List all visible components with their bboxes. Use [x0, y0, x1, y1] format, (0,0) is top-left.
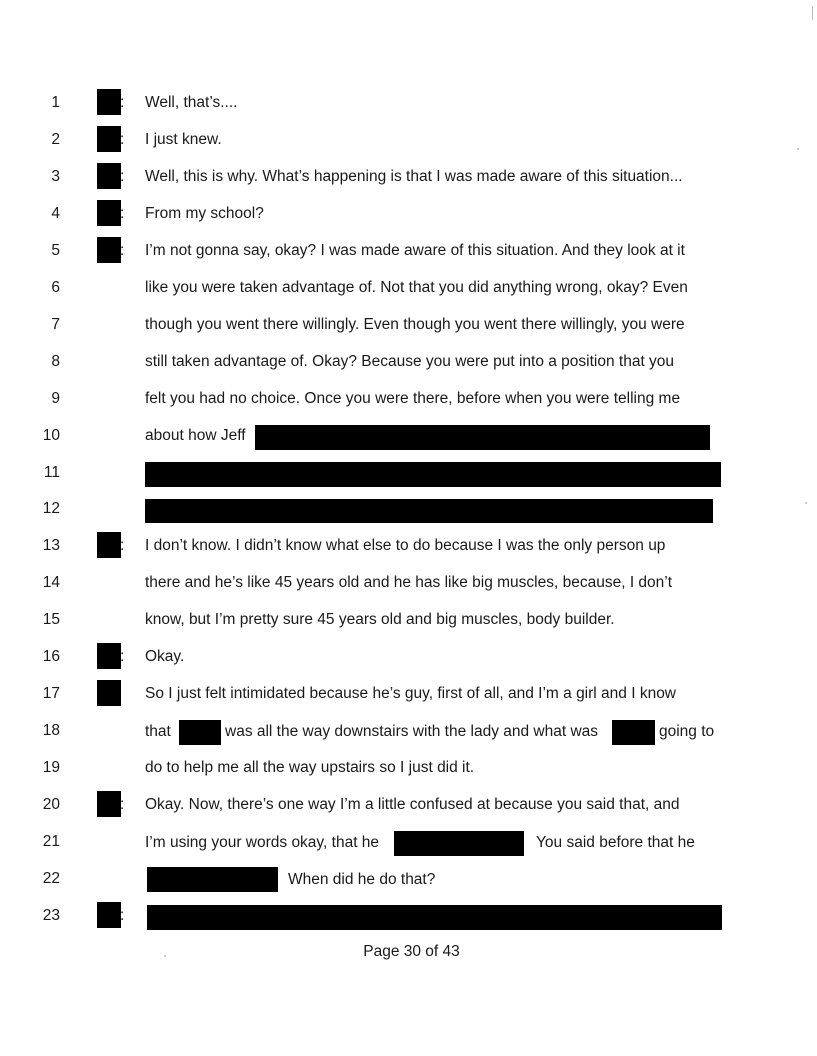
redaction-bar [147, 867, 278, 892]
scan-speck [805, 502, 807, 504]
transcript-line [0, 351, 817, 388]
speaker-colon: : [120, 537, 125, 555]
line-text: still taken advantage of. Okay? Because you were put into a position that you [145, 352, 675, 370]
line-number: 1 [51, 94, 60, 111]
line-number: 14 [42, 574, 60, 592]
line-number: 18 [42, 722, 60, 740]
line-number: 12 [42, 500, 60, 518]
speaker-colon: : [120, 241, 125, 259]
line-text: So I just felt intimidated because he’s guy, first of all, and I’m a girl and I know [145, 685, 677, 703]
transcript-line [0, 314, 817, 351]
line-number: 11 [43, 463, 60, 481]
line-text: From my school? [145, 204, 264, 222]
redaction-bar [612, 720, 655, 745]
speaker-colon: : [120, 130, 125, 148]
line-number: 9 [51, 389, 60, 407]
speaker-colon: : [120, 648, 125, 666]
line-text: Well, that’s.... [145, 94, 238, 111]
line-text: Okay. [145, 648, 185, 666]
line-number: 15 [42, 611, 60, 629]
line-22-text-a: When did he do that? [288, 871, 436, 888]
page-footer: Page 30 of 43 [363, 943, 460, 960]
scan-speck [812, 6, 813, 20]
redaction-bar [145, 462, 721, 487]
speaker-redaction [97, 89, 121, 115]
speaker-redaction [97, 237, 121, 263]
line-text: do to help me all the way upstairs so I just did it. [145, 759, 475, 777]
redaction-bar [394, 831, 524, 856]
line-number: 6 [51, 278, 60, 296]
line-text: Okay. Now, there’s one way I’m a little confused at because you said that, and [145, 796, 680, 814]
line-number: 10 [42, 426, 60, 444]
line-number: 21 [42, 833, 60, 850]
transcript-line [0, 240, 817, 277]
line-text: I just knew. [145, 130, 222, 148]
speaker-redaction [97, 126, 121, 152]
transcript-line [0, 794, 817, 831]
scan-speck [797, 148, 799, 150]
line-number: 2 [51, 130, 60, 148]
line-18-text-b: was all the way downstairs with the lady and what was [225, 723, 599, 740]
speaker-colon: : [120, 906, 125, 924]
speaker-redaction [97, 902, 121, 928]
transcript-line [0, 388, 817, 425]
transcript-line [0, 92, 817, 129]
transcript-line [0, 535, 817, 572]
line-text: I’m not gonna say, okay? I was made aware of this situation. And they look at it [145, 241, 685, 259]
speaker-colon: : [120, 796, 125, 814]
transcript-line [0, 646, 817, 683]
speaker-redaction [97, 643, 121, 669]
transcript-line [0, 129, 817, 166]
transcript-line [0, 609, 817, 646]
line-number: 17 [42, 685, 60, 703]
line-number: 16 [42, 648, 60, 666]
transcript-line [0, 683, 817, 720]
transcript-line [0, 757, 817, 794]
line-text: I don’t know. I didn’t know what else to do because I was the only person up [145, 537, 666, 555]
line-number: 22 [42, 869, 60, 887]
speaker-colon: : [120, 204, 125, 222]
line-18-text-a: that [145, 723, 171, 740]
line-number: 19 [42, 759, 60, 777]
speaker-redaction [97, 163, 121, 189]
line-number: 23 [42, 906, 60, 924]
line-number: 8 [51, 352, 60, 370]
redaction-bar [179, 720, 221, 745]
transcript-line [0, 166, 817, 203]
line-number: 5 [51, 241, 60, 259]
line-text: Well, this is why. What’s happening is that I was made aware of this situation... [145, 167, 683, 185]
line-number: 4 [51, 204, 60, 222]
speaker-colon: : [120, 94, 125, 111]
line-number: 3 [51, 167, 60, 185]
scan-speck [164, 955, 166, 957]
line-number: 7 [51, 315, 60, 333]
redaction-bar [145, 499, 713, 523]
line-number: 13 [42, 537, 60, 555]
line-18-text-c: going to [659, 723, 715, 740]
line-number: 20 [42, 796, 60, 814]
transcript-line [0, 203, 817, 240]
speaker-redaction [97, 680, 121, 706]
speaker-redaction [97, 200, 121, 226]
speaker-colon: : [120, 167, 125, 185]
transcript-line [0, 277, 817, 314]
redaction-bar [255, 425, 710, 450]
line-21-text-a: I’m using your words okay, that he [145, 834, 380, 851]
line-21-text-b: You said before that he [536, 834, 695, 851]
line-text: know, but I’m pretty sure 45 years old and big muscles, body builder. [145, 611, 615, 629]
line-text: there and he’s like 45 years old and he has like big muscles, because, I don’t [145, 574, 673, 592]
speaker-redaction [97, 532, 121, 558]
speaker-redaction [97, 791, 121, 817]
line-text: felt you had no choice. Once you were there, before when you were telling me [145, 389, 681, 407]
line-text: though you went there willingly. Even though you went there willingly, you were [145, 315, 685, 333]
transcript-line [0, 572, 817, 609]
redaction-bar [147, 905, 722, 930]
line-text: like you were taken advantage of. Not that you did anything wrong, okay? Even [145, 278, 688, 296]
line-text: about how Jeff [145, 426, 246, 444]
